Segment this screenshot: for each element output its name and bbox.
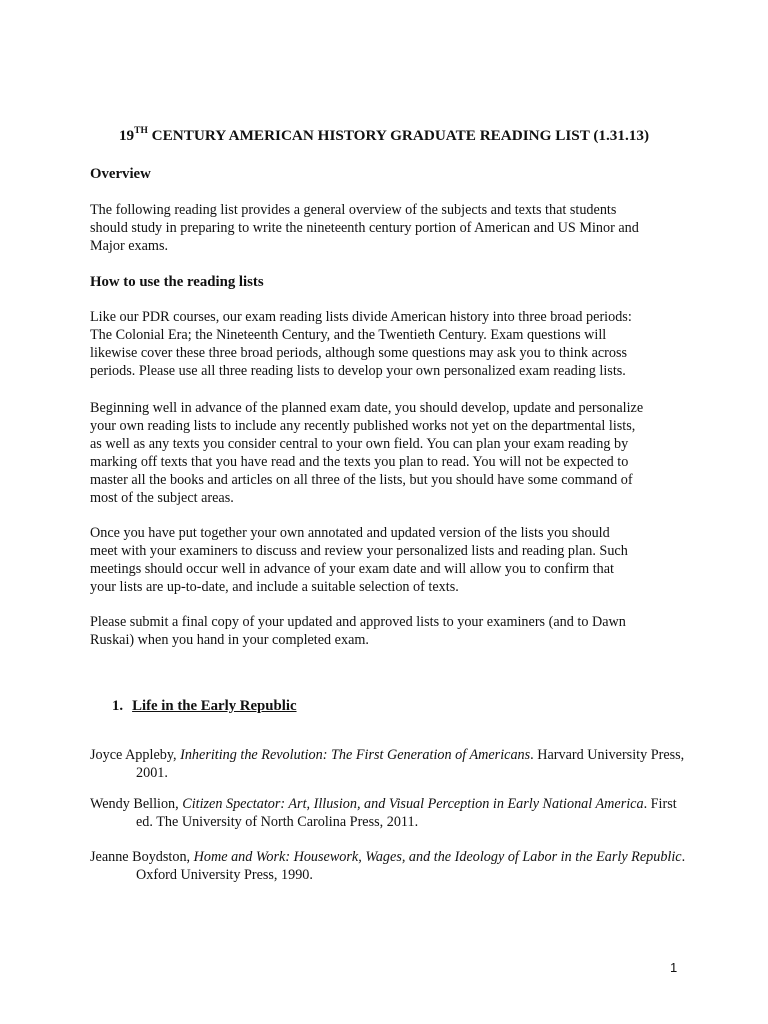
page-number: 1 xyxy=(670,960,678,975)
title-prefix: 19 xyxy=(118,127,135,144)
reference-author: Wendy Bellion, xyxy=(90,796,183,812)
how-to-use-paragraph-3: Once you have put together your own annotated and updated version of the lists you should meet with your examiners to discuss and review your personalized lists and reading plan. Such meetings should occur well in advance of your exam date and will allow you to confirm that your lists are up-to-date, and include a suitable selection of texts. xyxy=(90,525,628,595)
reference-author: Jeanne Boydston, xyxy=(90,849,194,865)
document-title xyxy=(0,126,768,146)
reference-entry xyxy=(90,795,690,831)
how-to-use-paragraph-4: Please submit a final copy of your updated and approved lists to your examiners (and to Dawn Ruskai) when you hand in your completed exam. xyxy=(90,614,626,648)
reference-publisher: . Oxford University Press, 1990. xyxy=(136,849,686,883)
how-to-use-heading: How to use the reading lists xyxy=(90,274,264,290)
how-to-use-paragraph-2: Beginning well in advance of the planned exam date, you should develop, update and personalize your own reading lists to include any recently published works not yet on the departmental lists, as well as any texts you consider central to your own field. You can plan your exam reading by marking off texts that you have read and the texts you plan to read. You will not be expected to master all the books and articles on all three of the lists, but you should have some command of most of the subject areas. xyxy=(90,400,644,506)
title-text: CENTURY AMERICAN HISTORY GRADUATE READING LIST (1.31.13) xyxy=(147,127,650,144)
reference-title: Citizen Spectator: Art, Illusion, and Visual Perception in Early National America xyxy=(182,796,644,812)
reference-title: Home and Work: Housework, Wages, and the Ideology of Labor in the Early Republic xyxy=(193,849,682,865)
overview-heading: Overview xyxy=(90,166,151,182)
section-heading xyxy=(112,697,297,715)
reference-publisher: . First ed. The University of North Carolina Press, 2011. xyxy=(136,796,677,830)
reference-publisher: . Harvard University Press, 2001. xyxy=(136,747,685,781)
reference-entry xyxy=(90,746,690,782)
section-number: 1. xyxy=(112,698,124,714)
how-to-use-paragraph-1: Like our PDR courses, our exam reading lists divide American history into three broad periods: The Colonial Era; the Nineteenth Century, and the Twentieth Century. Exam questions will likewise cover these three broad periods, although some questions may ask you to think across periods. Please use all three reading lists to develop your own personalized exam reading lists. xyxy=(90,309,632,379)
overview-paragraph: The following reading list provides a general overview of the subjects and texts that students should study in preparing to write the nineteenth century portion of American and US Minor and Major exams. xyxy=(90,202,639,254)
reference-entry xyxy=(90,848,690,884)
reference-title: Inheriting the Revolution: The First Generation of Americans xyxy=(180,747,531,763)
section-title: Life in the Early Republic xyxy=(132,698,297,714)
title-superscript: TH xyxy=(134,125,148,136)
reference-author: Joyce Appleby, xyxy=(90,747,181,763)
